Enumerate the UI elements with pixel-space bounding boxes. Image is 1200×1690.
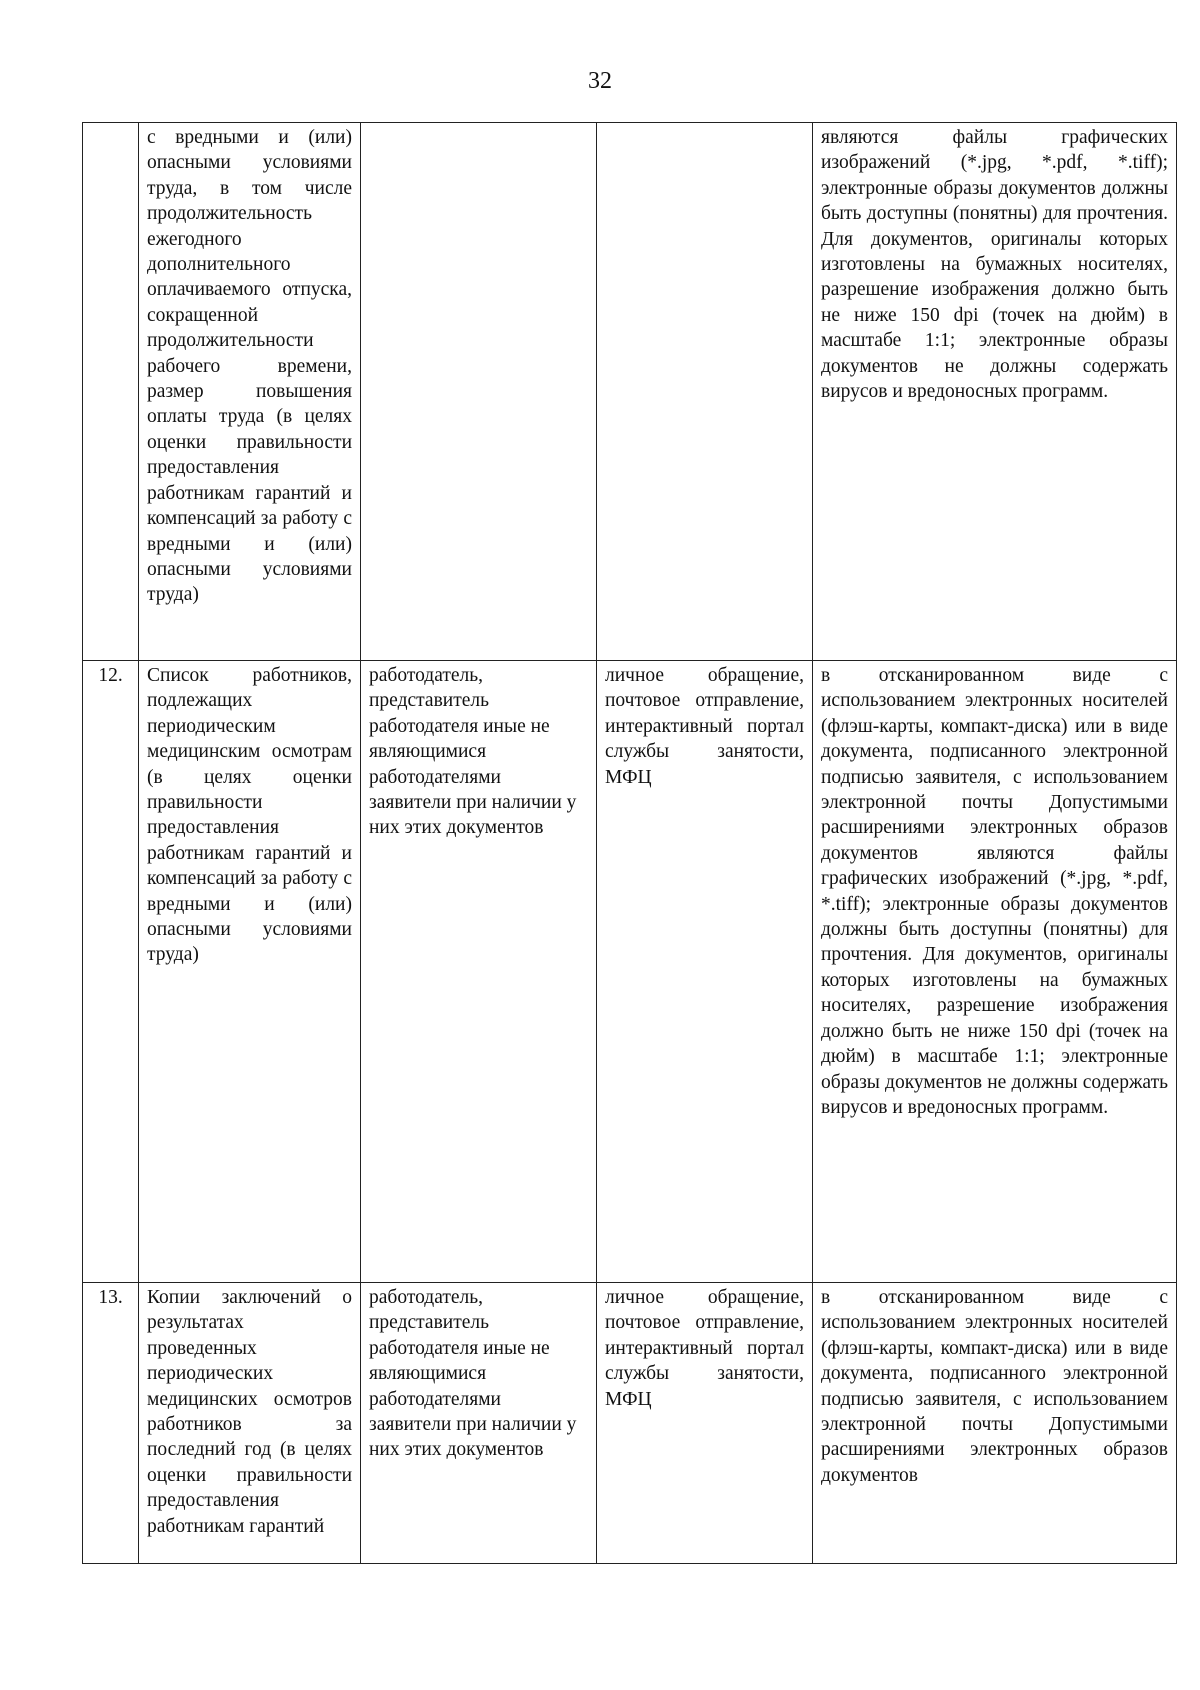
submitter-cell: [361, 123, 597, 661]
document-name-cell: Копии заключений о результатах проведенных периодических медицинских осмотров работников за последний год (в целях оценки правильности предоставления работникам гарантий: [139, 1283, 361, 1564]
submitter-cell: работодатель, представитель работодателя иные не являющимися работодателями заявители при наличии у них этих документов: [361, 1283, 597, 1564]
table-row: [83, 1283, 1177, 1564]
submission-method-cell: личное обращение, почтовое отправление, интерактивный портал службы занятости, МФЦ: [597, 1283, 813, 1564]
document-name-cell: с вредными и (или) опасными условиями труда, в том числе продолжительность ежегодного дополнительного оплачиваемого отпуска, сокращенной продолжительности рабочего времени, размер повышения оплаты труда (в целях оценки правильности предоставления работникам гарантий и компенсаций за работу с вредными и (или) опасными условиями труда): [139, 123, 361, 661]
submission-method-cell: личное обращение, почтовое отправление, интерактивный портал службы занятости, МФЦ: [597, 661, 813, 1283]
submission-method-cell: [597, 123, 813, 661]
submitter-cell: работодатель, представитель работодателя иные не являющимися работодателями заявители при наличии у них этих документов: [361, 661, 597, 1283]
table-row: [83, 123, 1177, 661]
format-requirements-cell: в отсканированном виде с использованием электронных носителей (флэш-карты, компакт-диска) или в виде документа, подписанного электронной подписью заявителя, с использованием электронной почты Допустимыми расширениями электронных образов документов: [813, 1283, 1177, 1564]
page-number: 32: [588, 68, 612, 94]
format-requirements-cell: в отсканированном виде с использованием электронных носителей (флэш-карты, компакт-диска) или в виде документа, подписанного электронной подписью заявителя, с использованием электронной почты Допустимыми расширениями электронных образов документов являются файлы графических изображений (*.jpg, *.pdf, *.tiff); электронные образы документов должны быть доступны (понятны) для прочтения. Для документов, оригиналы которых изготовлены на бумажных носителях, разрешение изображения должно быть не ниже 150 dpi (точек на дюйм) в масштабе 1:1; электронные образы документов не должны содержать вирусов и вредоносных программ.: [813, 661, 1177, 1283]
row-number: [83, 123, 139, 661]
row-number: 12.: [83, 661, 139, 1283]
table-row: [83, 661, 1177, 1283]
documents-table: [82, 122, 1177, 1564]
row-number: 13.: [83, 1283, 139, 1564]
document-name-cell: Список работников, подлежащих периодическим медицинским осмотрам (в целях оценки правильности предоставления работникам гарантий и компенсаций за работу с вредными и (или) опасными условиями труда): [139, 661, 361, 1283]
format-requirements-cell: являются файлы графических изображений (*.jpg, *.pdf, *.tiff); электронные образы документов должны быть доступны (понятны) для прочтения. Для документов, оригиналы которых изготовлены на бумажных носителях, разрешение изображения должно быть не ниже 150 dpi (точек на дюйм) в масштабе 1:1; электронные образы документов не должны содержать вирусов и вредоносных программ.: [813, 123, 1177, 661]
